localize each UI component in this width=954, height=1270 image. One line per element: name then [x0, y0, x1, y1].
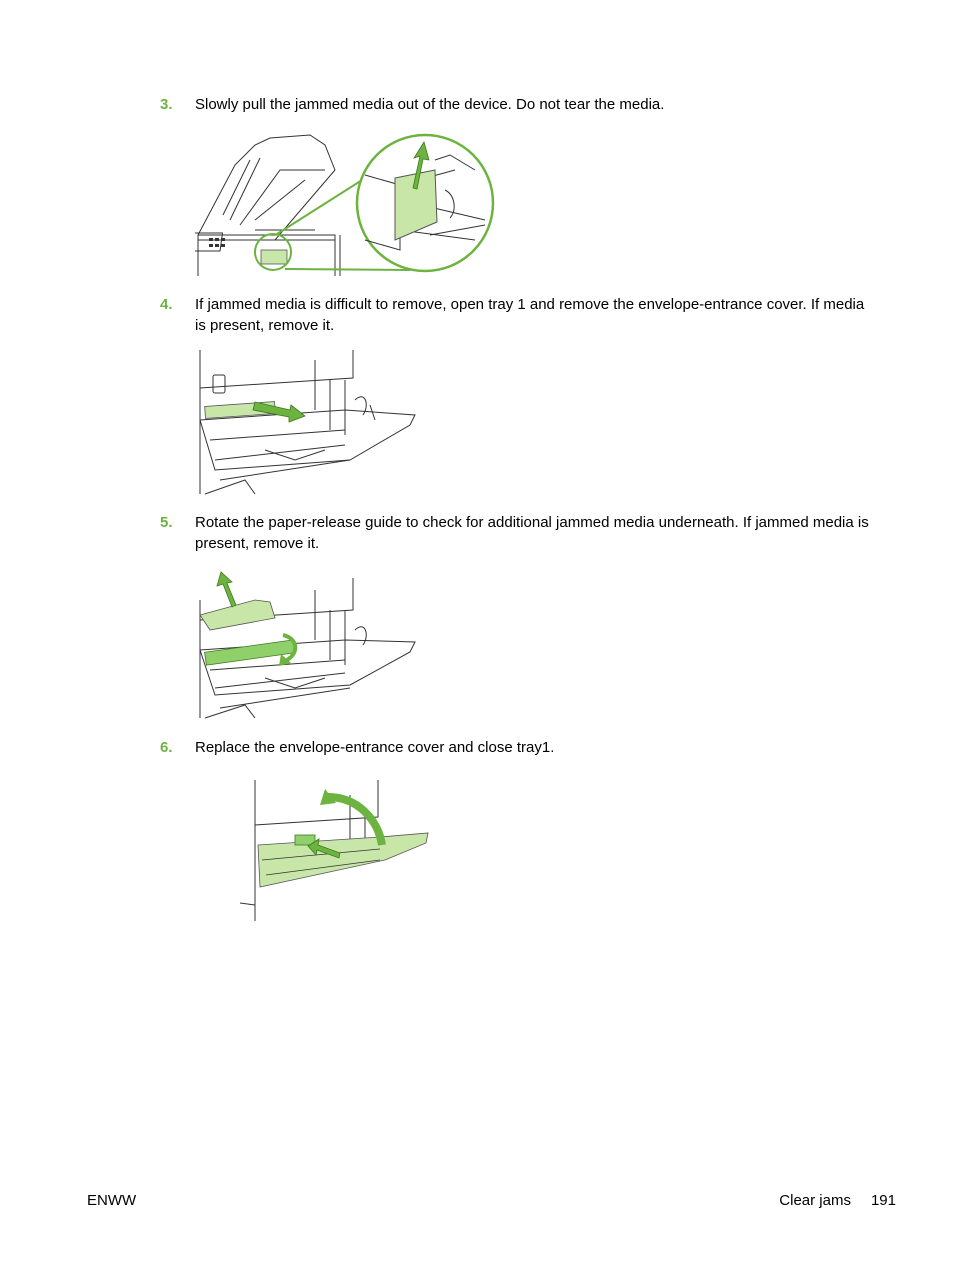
- step-number: 4.: [160, 296, 173, 313]
- step-text: Slowly pull the jammed media out of the device. Do not tear the media.: [195, 96, 665, 113]
- section-title: Clear jams: [779, 1192, 851, 1209]
- step-text: Replace the envelope-entrance cover and close tray1.: [195, 739, 555, 756]
- footer-label: ENWW: [87, 1192, 137, 1209]
- step-text: If jammed media is difficult to remove, open tray 1 and remove the envelope-entrance cover. If media is present, remove it.: [195, 296, 865, 334]
- footer-page-info: [779, 1192, 896, 1209]
- step-number: 3.: [160, 96, 173, 113]
- illustration-paper-release-guide: [195, 570, 420, 720]
- step-number: 5.: [160, 514, 173, 531]
- illustration-printer-top-jam: [195, 130, 495, 278]
- illustration-close-tray1: [240, 775, 432, 923]
- page-number: 191: [870, 1192, 896, 1209]
- illustration-tray1-envelope-cover: [195, 350, 420, 496]
- step-text: Rotate the paper-release guide to check for additional jammed media underneath. If jammed media is present, remove it.: [195, 514, 869, 552]
- step-number: 6.: [160, 739, 173, 756]
